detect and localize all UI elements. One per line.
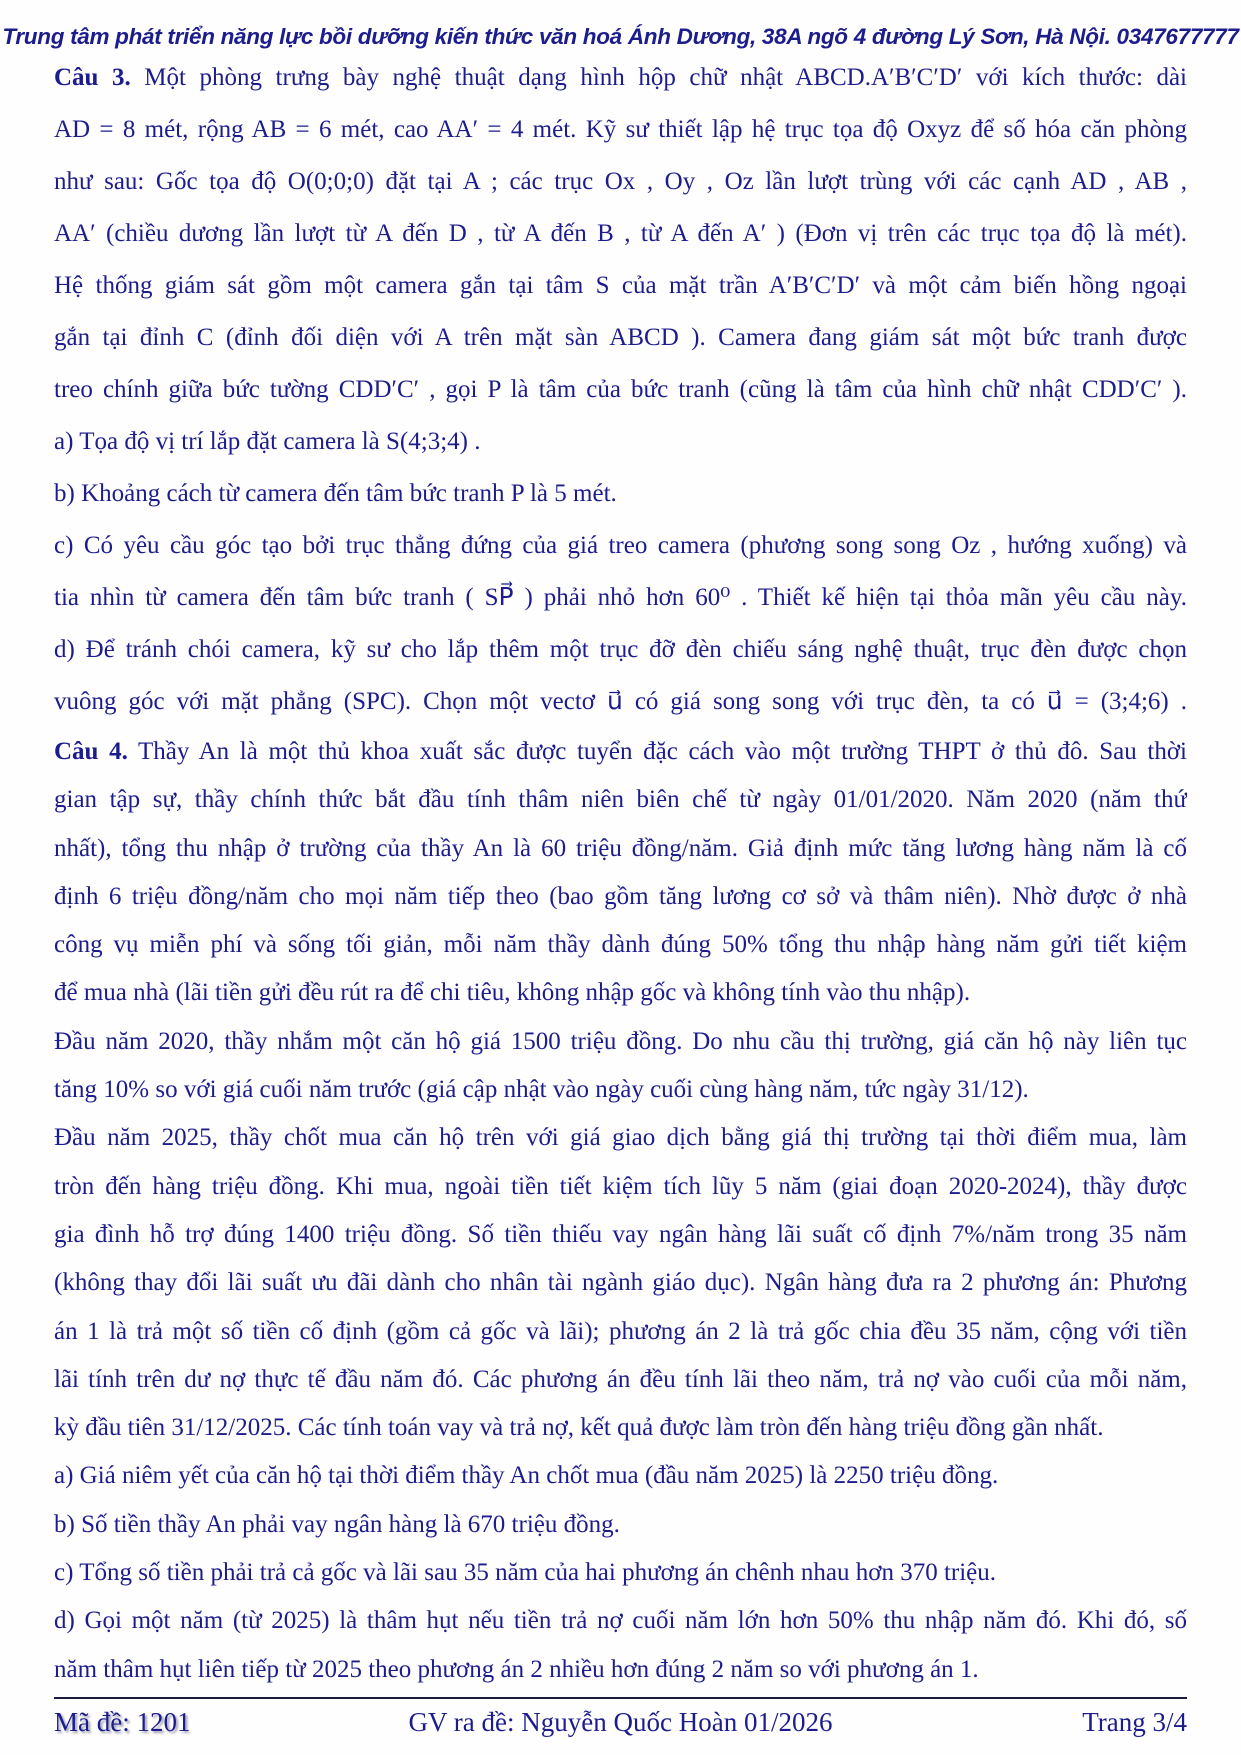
text-line: Đầu năm 2025, thầy chốt mua căn hộ trên với giá giao dịch bằng giá thị trường tại thời điểm mua, làm: [54, 1124, 1187, 1152]
text-line: AA′ (chiều dương lần lượt từ A đến D , từ A đến B , từ A đến A′ ) (Đơn vị trên các trục tọa độ là mét).: [54, 220, 1187, 247]
question-label: Câu 3.: [54, 64, 131, 91]
text-line: b) Số tiền thầy An phải vay ngân hàng là 670 triệu đồng.: [54, 1510, 620, 1538]
text-line: công vụ miễn phí và sống tối giản, mỗi năm thầy dành đúng 50% tổng thu nhập hàng năm gửi tiết kiệm: [54, 931, 1187, 959]
text-line: Đầu năm 2020, thầy nhắm một căn hộ giá 1500 triệu đồng. Do nhu cầu thị trường, giá căn hộ này liên tục: [54, 1027, 1187, 1055]
text-line: án 1 là trả một số tiền cố định (gồm cả gốc và lãi); phương án 2 là trả gốc chia đều 35 năm, cộng với tiền: [54, 1317, 1187, 1345]
text-line: nhất), tổng thu nhập ở trường của thầy An là 60 triệu đồng/năm. Giả định mức tăng lương hàng năm là cố: [54, 834, 1187, 862]
question-4: [54, 728, 1187, 1694]
text-line: kỳ đầu tiên 31/12/2025. Các tính toán vay và trả nợ, kết quả được làm tròn đến hàng triệu đồng gần nhất.: [54, 1414, 1104, 1442]
text-line: gian tập sự, thầy chính thức bắt đầu tính thâm niên biên chế từ ngày 01/01/2020. Năm 2020 (năm thứ: [54, 786, 1187, 814]
text-line: AD = 8 mét, rộng AB = 6 mét, cao AA′ = 4 mét. Kỹ sư thiết lập hệ trục tọa độ Oxyz để số hóa căn phòng: [54, 116, 1187, 143]
text-line: tròn đến hàng triệu đồng. Khi mua, ngoài tiền tiết kiệm tích lũy 5 năm (giai đoạn 2020-2024), thầy được: [54, 1172, 1187, 1200]
text-line: năm thâm hụt liên tiếp từ 2025 theo phương án 2 nhiều hơn đúng 2 năm so với phương án 1.: [54, 1655, 979, 1683]
text-line: tia nhìn từ camera đến tâm bức tranh ( SP⃗ ) phải nhỏ hơn 60⁰ . Thiết kế hiện tại thỏa mãn yêu cầu này.: [54, 584, 1187, 611]
text-line: gia đình hỗ trợ đúng 1400 triệu đồng. Số tiền thiếu vay ngân hàng lãi suất cố định 7%/năm trong 35 năm: [54, 1220, 1187, 1248]
text-line: d) Để tránh chói camera, kỹ sư cho lắp thêm một trục đỡ đèn chiếu sáng nghệ thuật, trục đèn được chọn: [54, 636, 1187, 663]
exam-code: Mã đề: 1201: [54, 1707, 191, 1738]
text-line: c) Tổng số tiền phải trả cả gốc và lãi sau 35 năm của hai phương án chênh nhau hơn 370 triệu.: [54, 1559, 997, 1587]
text-line: như sau: Gốc tọa độ O(0;0;0) đặt tại A ; các trục Ox , Oy , Oz lần lượt trùng với các cạnh AD , AB ,: [54, 168, 1187, 195]
text-line: b) Khoảng cách từ camera đến tâm bức tranh P là 5 mét.: [54, 480, 617, 507]
text-line: lãi tính trên dư nợ thực tế đầu năm đó. Các phương án đều tính lãi theo năm, trả nợ vào cuối của mỗi năm,: [54, 1365, 1187, 1393]
text-line: vuông góc với mặt phẳng (SPC). Chọn một vectơ u⃗ có giá song song với trục đèn, ta có u⃗ = (3;4;6) .: [54, 688, 1187, 715]
text-line: định 6 triệu đồng/năm cho mọi năm tiếp theo (bao gồm tăng lương cơ sở và thâm niên). Nhờ được ở nhà: [54, 882, 1187, 910]
text-line: Câu 4. Thầy An là một thủ khoa xuất sắc được tuyển đặc cách vào một trường THPT ở thủ đô. Sau thời: [54, 738, 1187, 765]
question-label: Câu 4.: [54, 738, 128, 765]
question-3: [54, 52, 1187, 728]
page-footer: [54, 1699, 1187, 1747]
text-line: a) Tọa độ vị trí lắp đặt camera là S(4;3;4) .: [54, 428, 481, 455]
text-line: Hệ thống giám sát gồm một camera gắn tại tâm S của mặt trần A′B′C′D′ và một cảm biến hồng ngoại: [54, 272, 1187, 299]
center-header-text: Trung tâm phát triển năng lực bồi dưỡng kiến thức văn hoá Ánh Dương, 38A ngõ 4 đường Lý Sơn, Hà Nội. 0347677777: [2, 24, 1239, 49]
text-line: tăng 10% so với giá cuối năm trước (giá cập nhật vào ngày cuối cùng hàng năm, tức ngày 31/12).: [54, 1076, 1029, 1104]
text-line: (không thay đổi lãi suất ưu đãi dành cho nhân tài ngành giáo dục). Ngân hàng đưa ra 2 phương án: Phương: [54, 1269, 1187, 1297]
text-line: treo chính giữa bức tường CDD′C′ , gọi P là tâm của bức tranh (cũng là tâm của hình chữ nhật CDD′C′ ).: [54, 376, 1187, 403]
text-line: để mua nhà (lãi tiền gửi đều rút ra để chi tiêu, không nhập gốc và không tính vào thu nhập).: [54, 979, 971, 1007]
text-line: a) Giá niêm yết của căn hộ tại thời điểm thầy An chốt mua (đầu năm 2025) là 2250 triệu đồng.: [54, 1462, 999, 1490]
text-line: Câu 3. Một phòng trưng bày nghệ thuật dạng hình hộp chữ nhật ABCD.A′B′C′D′ với kích thước: dài: [54, 64, 1187, 91]
footer-author: GV ra đề: Nguyễn Quốc Hoàn 01/2026: [408, 1707, 833, 1738]
page-number: Trang 3/4: [1082, 1707, 1187, 1738]
text-line: d) Gọi một năm (từ 2025) là thâm hụt nếu tiền trả nợ cuối năm lớn hơn 50% thu nhập năm đó. Khi đó, số: [54, 1607, 1187, 1635]
text-line: c) Có yêu cầu góc tạo bởi trục thẳng đứng của giá treo camera (phương song song Oz , hướng xuống) và: [54, 532, 1187, 559]
text-line: gắn tại đỉnh C (đỉnh đối diện với A trên mặt sàn ABCD ). Camera đang giám sát một bức tranh được: [54, 324, 1187, 351]
